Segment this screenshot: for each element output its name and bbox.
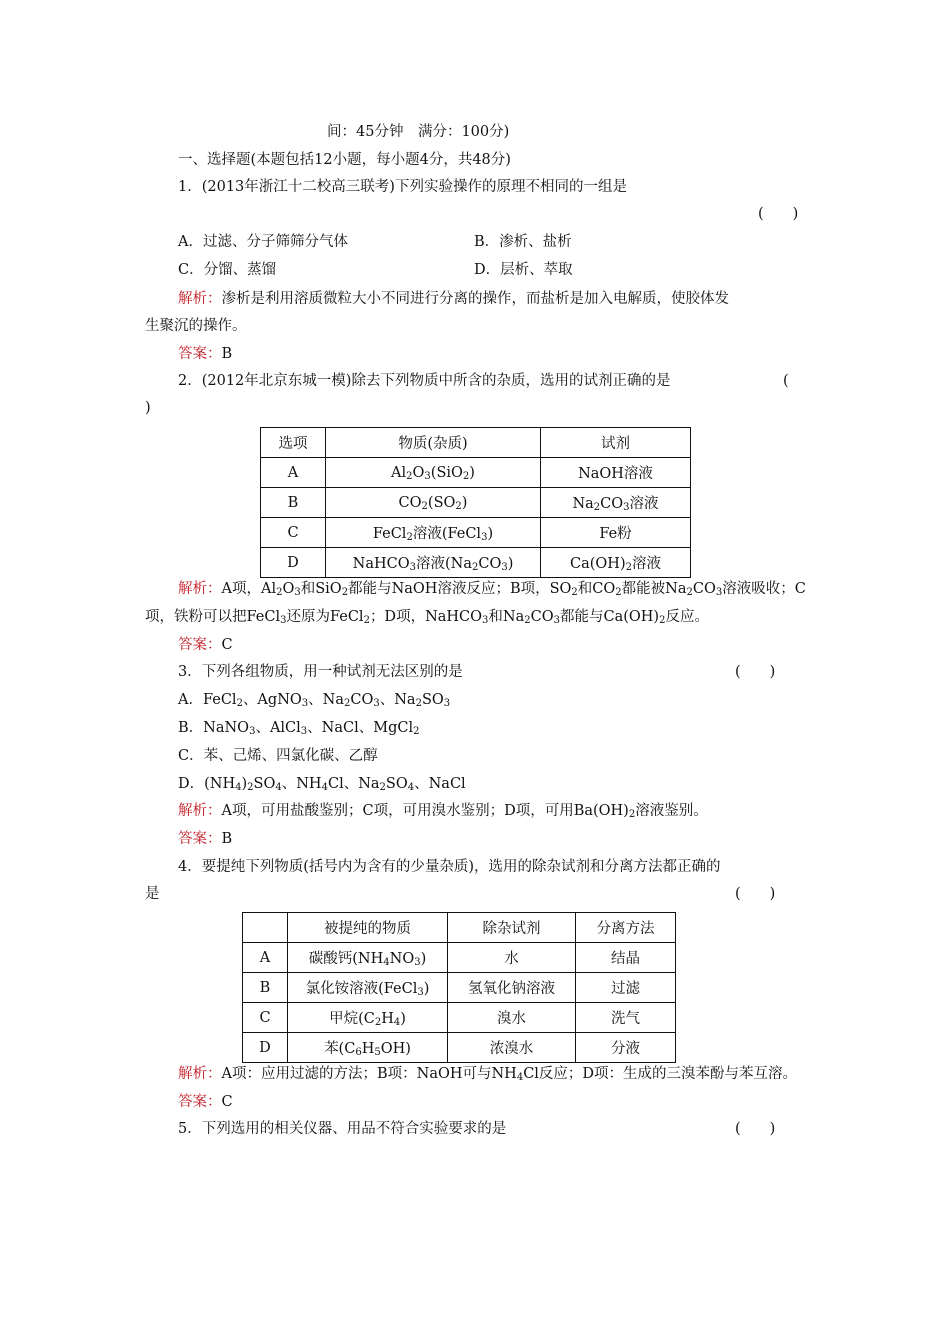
q2-bracket-open: ( (783, 373, 789, 389)
q1-option-c: C．分馏、蒸馏 (178, 262, 277, 278)
table-cell: NaOH溶液 (541, 458, 691, 488)
table-cell: D (261, 548, 326, 578)
q2-explanation-line2: 项，铁粉可以把FeCl$_3$还原为FeCl$_2$；D项，NaHCO$_3$和$Na_2CO_3$都能与$Ca(OH)_2$反应。 (145, 609, 709, 626)
q3-option-c: C．苯、己烯、四氯化碳、乙醇 (178, 748, 378, 764)
q4-stem-line2: 是 (145, 886, 160, 902)
table-row (261, 458, 691, 488)
table-cell: FeCl$_2$溶液(FeCl$_3$) (326, 518, 541, 548)
table-header-cell (243, 913, 288, 943)
table-cell: 氢氧化钠溶液 (448, 973, 576, 1003)
table-header-cell: 试剂 (541, 428, 691, 458)
table-row (243, 1003, 676, 1033)
q3-option-a: A．FeCl$_2$、AgNO$_3$、$Na_2CO_3$、$Na_2SO_3$ (178, 692, 451, 709)
table-header-cell: 被提纯的物质 (288, 913, 448, 943)
table-row (243, 943, 676, 973)
answer-label: 答案： (178, 346, 222, 362)
q1-explanation-line1: 解析：渗析是利用溶质微粒大小不同进行分离的操作，而盐析是加入电解质，使胶体发 (178, 291, 729, 307)
table-cell: Fe粉 (541, 518, 691, 548)
table-cell: 过滤 (576, 973, 676, 1003)
table-cell: C (243, 1003, 288, 1033)
table-cell: B (243, 973, 288, 1003)
table-cell: C (261, 518, 326, 548)
table-cell: B (261, 488, 326, 518)
table-cell: D (243, 1033, 288, 1063)
q3-option-b: B．NaNO$_3$、AlCl$_3$、NaCl、MgCl$_2$ (178, 720, 420, 737)
table-row (243, 1033, 676, 1063)
table-cell: $Al_2O_3(SiO_2)$ (326, 458, 541, 488)
q5-answer-bracket: ( ) (735, 1121, 776, 1137)
table-header-cell: 除杂试剂 (448, 913, 576, 943)
q2-stem: 2．(2012年北京东城一模)除去下列物质中所含的杂质，选用的试剂正确的是 (178, 373, 671, 389)
header-line: 间：45分钟 满分：100分) (327, 124, 510, 140)
table-cell: 水 (448, 943, 576, 973)
q1-answer-bracket: ( ) (758, 206, 799, 222)
q1-option-a: A．过滤、分子筛筛分气体 (178, 234, 348, 250)
q1-option-d: D．层析、萃取 (474, 262, 573, 278)
table-cell: 溴水 (448, 1003, 576, 1033)
table-cell: 浓溴水 (448, 1033, 576, 1063)
table-cell: 分液 (576, 1033, 676, 1063)
q2-bracket-close: ) (145, 400, 151, 416)
table-cell: 洗气 (576, 1003, 676, 1033)
explain-label: 解析： (178, 291, 222, 307)
table-header-cell: 分离方法 (576, 913, 676, 943)
table-cell: 碳酸钙$(NH_4NO_3)$ (288, 943, 448, 973)
table-cell: 甲烷$(C_2H_4)$ (288, 1003, 448, 1033)
table-row (261, 548, 691, 578)
q2-explanation-line1: 解析：A项，$Al_2O_3$和SiO$_2$都能与NaOH溶液反应；B项，$SO_2$和$CO_2$都能被$Na_2CO_3$溶液吸收；C (178, 581, 806, 598)
q1-explanation-line2: 生聚沉的操作。 (145, 318, 247, 334)
table-cell: 氯化铵溶液(FeCl$_3$) (288, 973, 448, 1003)
q3-answer: 答案：B (178, 831, 233, 847)
q3-stem: 3．下列各组物质，用一种试剂无法区别的是 (178, 664, 463, 680)
table-cell: A (261, 458, 326, 488)
q1-option-b: B．渗析、盐析 (474, 234, 572, 250)
q4-explanation: 解析：A项：应用过滤的方法；B项：NaOH可与$NH_4Cl$反应；D项：生成的三溴苯酚与苯互溶。 (178, 1066, 798, 1083)
section-title: 一、选择题(本题包括12小题，每小题4分，共48分) (178, 152, 511, 168)
table-row (261, 428, 691, 458)
table-cell: $Ca(OH)_2$溶液 (541, 548, 691, 578)
q2-table (260, 427, 691, 578)
table-row (243, 913, 676, 943)
q4-stem-line1: 4．要提纯下列物质(括号内为含有的少量杂质)，选用的除杂试剂和分离方法都正确的 (178, 859, 721, 875)
table-header-cell: 选项 (261, 428, 326, 458)
q2-answer: 答案：C (178, 637, 233, 653)
q3-explanation: 解析：A项，可用盐酸鉴别；C项，可用溴水鉴别；D项，可用$Ba(OH)_2$溶液鉴别。 (178, 803, 708, 820)
table-header-cell: 物质(杂质) (326, 428, 541, 458)
table-cell: $Na_2CO_3$溶液 (541, 488, 691, 518)
table-cell: NaHCO$_3$溶液$(Na_2CO_3)$ (326, 548, 541, 578)
table-cell: A (243, 943, 288, 973)
q4-answer: 答案：C (178, 1094, 233, 1110)
q4-table (242, 912, 676, 1063)
q1-stem: 1．(2013年浙江十二校高三联考)下列实验操作的原理不相同的一组是 (178, 179, 627, 195)
q3-answer-bracket: ( ) (735, 664, 776, 680)
table-cell: 结晶 (576, 943, 676, 973)
table-row (261, 488, 691, 518)
q1-answer: 答案：B (178, 346, 233, 362)
q4-answer-bracket: ( ) (735, 886, 776, 902)
table-cell: $CO_2(SO_2)$ (326, 488, 541, 518)
q5-stem: 5．下列选用的相关仪器、用品不符合实验要求的是 (178, 1121, 507, 1137)
table-row (261, 518, 691, 548)
table-row (243, 973, 676, 1003)
table-cell: 苯$(C_6H_5OH)$ (288, 1033, 448, 1063)
q3-option-d: D．$(NH_4)_2SO_4$、$NH_4Cl$、$Na_2SO_4$、NaCl (178, 776, 466, 793)
